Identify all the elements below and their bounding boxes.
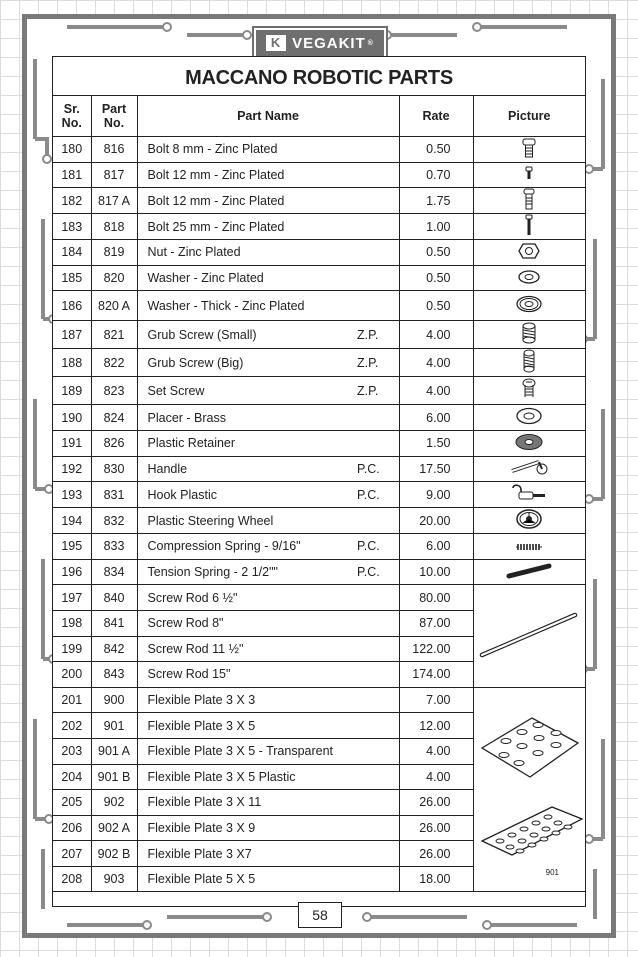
finish-cell: Z.P. (357, 349, 399, 377)
sr-no-cell: 189 (53, 377, 91, 405)
rate-cell: 26.00 (399, 841, 473, 867)
page-number: 58 (298, 902, 342, 928)
rate-cell: 10.00 (399, 559, 473, 585)
rate-cell: 4.00 (399, 321, 473, 349)
washer-thick-icon (516, 295, 542, 316)
part-name-cell: Handle (137, 456, 357, 482)
part-no-cell: 820 A (91, 291, 137, 321)
sr-no-cell: 187 (53, 321, 91, 349)
rate-cell: 6.00 (399, 405, 473, 431)
flexible-plate-icon (474, 703, 590, 876)
plastic-retainer-icon (515, 433, 543, 454)
header-sr-no: Sr. No. (53, 96, 91, 137)
part-name-cell: Plastic Retainer (137, 430, 357, 456)
brand-registered-mark: ® (367, 39, 374, 47)
brand-badge (254, 28, 386, 58)
brand-logo-icon: K (266, 35, 286, 51)
table-row (53, 240, 585, 266)
finish-cell (357, 841, 399, 867)
plate-caption: 901 (545, 868, 559, 878)
picture-cell (473, 456, 585, 482)
part-no-cell: 902 (91, 790, 137, 816)
table-row (53, 137, 585, 163)
sr-no-cell: 181 (53, 162, 91, 188)
rate-cell: 0.50 (399, 240, 473, 266)
sr-no-cell: 204 (53, 764, 91, 790)
part-no-cell: 832 (91, 508, 137, 534)
rate-cell: 17.50 (399, 456, 473, 482)
part-no-cell: 818 (91, 214, 137, 240)
part-name-cell: Screw Rod 8" (137, 610, 357, 636)
rate-cell: 6.00 (399, 534, 473, 560)
sr-no-cell: 188 (53, 349, 91, 377)
handle-icon (509, 457, 549, 480)
sr-no-cell: 198 (53, 610, 91, 636)
finish-cell (357, 430, 399, 456)
part-no-cell: 826 (91, 430, 137, 456)
part-name-cell: Plastic Steering Wheel (137, 508, 357, 534)
part-name-cell: Set Screw (137, 377, 357, 405)
finish-cell (357, 790, 399, 816)
part-name-cell: Washer - Thick - Zinc Plated (137, 291, 357, 321)
tension-spring-icon (506, 563, 552, 582)
grub-screw-big-icon (522, 349, 536, 376)
finish-cell (357, 866, 399, 892)
part-no-cell: 824 (91, 405, 137, 431)
part-name-cell: Compression Spring - 9/16" (137, 534, 357, 560)
part-no-cell: 822 (91, 349, 137, 377)
part-name-cell: Flexible Plate 3 X 5 - Transparent (137, 738, 357, 764)
part-name-cell: Flexible Plate 3 X 9 (137, 815, 357, 841)
finish-cell (357, 713, 399, 739)
sr-no-cell: 197 (53, 585, 91, 611)
brand-name: VEGAKIT (292, 34, 366, 52)
table-row (53, 430, 585, 456)
finish-cell (357, 738, 399, 764)
rate-cell: 87.00 (399, 610, 473, 636)
sr-no-cell: 194 (53, 508, 91, 534)
part-no-cell: 903 (91, 866, 137, 892)
part-name-cell: Flexible Plate 5 X 5 (137, 866, 357, 892)
part-name-cell: Bolt 25 mm - Zinc Plated (137, 214, 357, 240)
part-no-cell: 817 (91, 162, 137, 188)
finish-cell: Z.P. (357, 377, 399, 405)
table-row (53, 687, 585, 713)
rate-cell: 4.00 (399, 764, 473, 790)
rate-cell: 26.00 (399, 790, 473, 816)
part-name-cell: Bolt 8 mm - Zinc Plated (137, 137, 357, 163)
sr-no-cell: 203 (53, 738, 91, 764)
table-row (53, 585, 585, 611)
header-part-name: Part Name (137, 96, 399, 137)
table-header-row (53, 96, 585, 137)
table-row (53, 456, 585, 482)
finish-cell (357, 405, 399, 431)
rate-cell: 18.00 (399, 866, 473, 892)
finish-cell: P.C. (357, 534, 399, 560)
sr-no-cell: 205 (53, 790, 91, 816)
nut-icon (518, 242, 540, 263)
table-row (53, 162, 585, 188)
part-no-cell: 841 (91, 610, 137, 636)
table-row (53, 534, 585, 560)
picture-cell (473, 377, 585, 405)
finish-cell (357, 162, 399, 188)
picture-cell (473, 214, 585, 240)
finish-cell (357, 815, 399, 841)
rate-cell: 4.00 (399, 349, 473, 377)
part-name-cell: Flexible Plate 3 X7 (137, 841, 357, 867)
finish-cell (357, 265, 399, 291)
part-no-cell: 819 (91, 240, 137, 266)
finish-cell (357, 764, 399, 790)
picture-cell (473, 559, 585, 585)
picture-cell (473, 687, 585, 892)
picture-cell (473, 240, 585, 266)
hook-icon (509, 482, 549, 507)
sr-no-cell: 199 (53, 636, 91, 662)
picture-cell (473, 188, 585, 214)
rate-cell: 9.00 (399, 482, 473, 508)
sr-no-cell: 186 (53, 291, 91, 321)
finish-cell (357, 508, 399, 534)
finish-cell (357, 291, 399, 321)
part-name-cell: Placer - Brass (137, 405, 357, 431)
picture-cell (473, 508, 585, 534)
bolt-medium-icon (523, 188, 535, 213)
finish-cell (357, 585, 399, 611)
part-name-cell: Screw Rod 6 ½" (137, 585, 357, 611)
picture-cell (473, 162, 585, 188)
finish-cell (357, 240, 399, 266)
sr-no-cell: 195 (53, 534, 91, 560)
part-name-cell: Flexible Plate 3 X 11 (137, 790, 357, 816)
part-no-cell: 817 A (91, 188, 137, 214)
bolt-long-icon (525, 214, 533, 239)
part-no-cell: 830 (91, 456, 137, 482)
table-row (53, 405, 585, 431)
parts-table (53, 96, 585, 892)
sr-no-cell: 190 (53, 405, 91, 431)
part-no-cell: 833 (91, 534, 137, 560)
part-no-cell: 900 (91, 687, 137, 713)
finish-cell (357, 137, 399, 163)
table-row (53, 349, 585, 377)
sr-no-cell: 208 (53, 866, 91, 892)
rate-cell: 0.50 (399, 137, 473, 163)
finish-cell (357, 188, 399, 214)
part-name-cell: Flexible Plate 3 X 5 Plastic (137, 764, 357, 790)
part-no-cell: 842 (91, 636, 137, 662)
part-name-cell: Tension Spring - 2 1/2"" (137, 559, 357, 585)
table-row (53, 188, 585, 214)
sr-no-cell: 184 (53, 240, 91, 266)
finish-cell (357, 214, 399, 240)
part-name-cell: Nut - Zinc Plated (137, 240, 357, 266)
table-row (53, 508, 585, 534)
rate-cell: 0.70 (399, 162, 473, 188)
rate-cell: 1.50 (399, 430, 473, 456)
header-picture: Picture (473, 96, 585, 137)
part-name-cell: Flexible Plate 3 X 5 (137, 713, 357, 739)
finish-cell (357, 636, 399, 662)
rate-cell: 7.00 (399, 687, 473, 713)
rate-cell: 80.00 (399, 585, 473, 611)
table-row (53, 291, 585, 321)
sr-no-cell: 207 (53, 841, 91, 867)
sr-no-cell: 206 (53, 815, 91, 841)
finish-cell (357, 687, 399, 713)
table-row (53, 559, 585, 585)
part-no-cell: 902 B (91, 841, 137, 867)
sr-no-cell: 192 (53, 456, 91, 482)
placer-icon (516, 407, 542, 428)
table-row (53, 214, 585, 240)
rate-cell: 1.00 (399, 214, 473, 240)
table-row (53, 482, 585, 508)
table-row (53, 377, 585, 405)
picture-cell (473, 349, 585, 377)
finish-cell: P.C. (357, 482, 399, 508)
rate-cell: 0.50 (399, 265, 473, 291)
finish-cell: P.C. (357, 456, 399, 482)
sr-no-cell: 180 (53, 137, 91, 163)
sr-no-cell: 183 (53, 214, 91, 240)
page-title: MACCANO ROBOTIC PARTS (53, 57, 585, 96)
picture-cell (473, 585, 585, 687)
bolt-small-icon (525, 166, 533, 183)
part-no-cell: 821 (91, 321, 137, 349)
part-no-cell: 901 B (91, 764, 137, 790)
sr-no-cell: 202 (53, 713, 91, 739)
sr-no-cell: 201 (53, 687, 91, 713)
finish-cell: P.C. (357, 559, 399, 585)
part-name-cell: Grub Screw (Big) (137, 349, 357, 377)
part-no-cell: 901 (91, 713, 137, 739)
part-name-cell: Hook Plastic (137, 482, 357, 508)
picture-cell (473, 265, 585, 291)
part-no-cell: 816 (91, 137, 137, 163)
set-screw-icon (522, 378, 536, 403)
part-name-cell: Washer - Zinc Plated (137, 265, 357, 291)
bolt-short-icon (522, 138, 536, 161)
compression-spring-icon (515, 540, 543, 554)
picture-cell (473, 137, 585, 163)
part-name-cell: Bolt 12 mm - Zinc Plated (137, 188, 357, 214)
rate-cell: 0.50 (399, 291, 473, 321)
part-no-cell: 820 (91, 265, 137, 291)
sr-no-cell: 196 (53, 559, 91, 585)
rate-cell: 1.75 (399, 188, 473, 214)
picture-cell (473, 482, 585, 508)
picture-cell (473, 291, 585, 321)
part-name-cell: Screw Rod 11 ½" (137, 636, 357, 662)
rate-cell: 4.00 (399, 377, 473, 405)
washer-icon (518, 270, 540, 287)
rate-cell: 174.00 (399, 662, 473, 688)
finish-cell (357, 610, 399, 636)
part-name-cell: Grub Screw (Small) (137, 321, 357, 349)
part-name-cell: Flexible Plate 3 X 3 (137, 687, 357, 713)
part-no-cell: 902 A (91, 815, 137, 841)
part-no-cell: 840 (91, 585, 137, 611)
part-no-cell: 901 A (91, 738, 137, 764)
table-row (53, 321, 585, 349)
picture-cell (473, 430, 585, 456)
picture-cell (473, 405, 585, 431)
parts-sheet (52, 56, 586, 907)
part-no-cell: 831 (91, 482, 137, 508)
sr-no-cell: 193 (53, 482, 91, 508)
part-no-cell: 823 (91, 377, 137, 405)
sr-no-cell: 200 (53, 662, 91, 688)
screw-rod-icon (479, 611, 579, 662)
sr-no-cell: 185 (53, 265, 91, 291)
grub-screw-small-icon (521, 322, 537, 347)
sr-no-cell: 191 (53, 430, 91, 456)
table-row (53, 265, 585, 291)
picture-cell (473, 321, 585, 349)
steering-wheel-icon (515, 508, 543, 533)
rate-cell: 26.00 (399, 815, 473, 841)
header-part-no: Part No. (91, 96, 137, 137)
part-no-cell: 834 (91, 559, 137, 585)
rate-cell: 122.00 (399, 636, 473, 662)
part-name-cell: Screw Rod 15" (137, 662, 357, 688)
part-name-cell: Bolt 12 mm - Zinc Plated (137, 162, 357, 188)
rate-cell: 4.00 (399, 738, 473, 764)
rate-cell: 12.00 (399, 713, 473, 739)
picture-cell (473, 534, 585, 560)
sr-no-cell: 182 (53, 188, 91, 214)
finish-cell: Z.P. (357, 321, 399, 349)
rate-cell: 20.00 (399, 508, 473, 534)
finish-cell (357, 662, 399, 688)
header-rate: Rate (399, 96, 473, 137)
part-no-cell: 843 (91, 662, 137, 688)
